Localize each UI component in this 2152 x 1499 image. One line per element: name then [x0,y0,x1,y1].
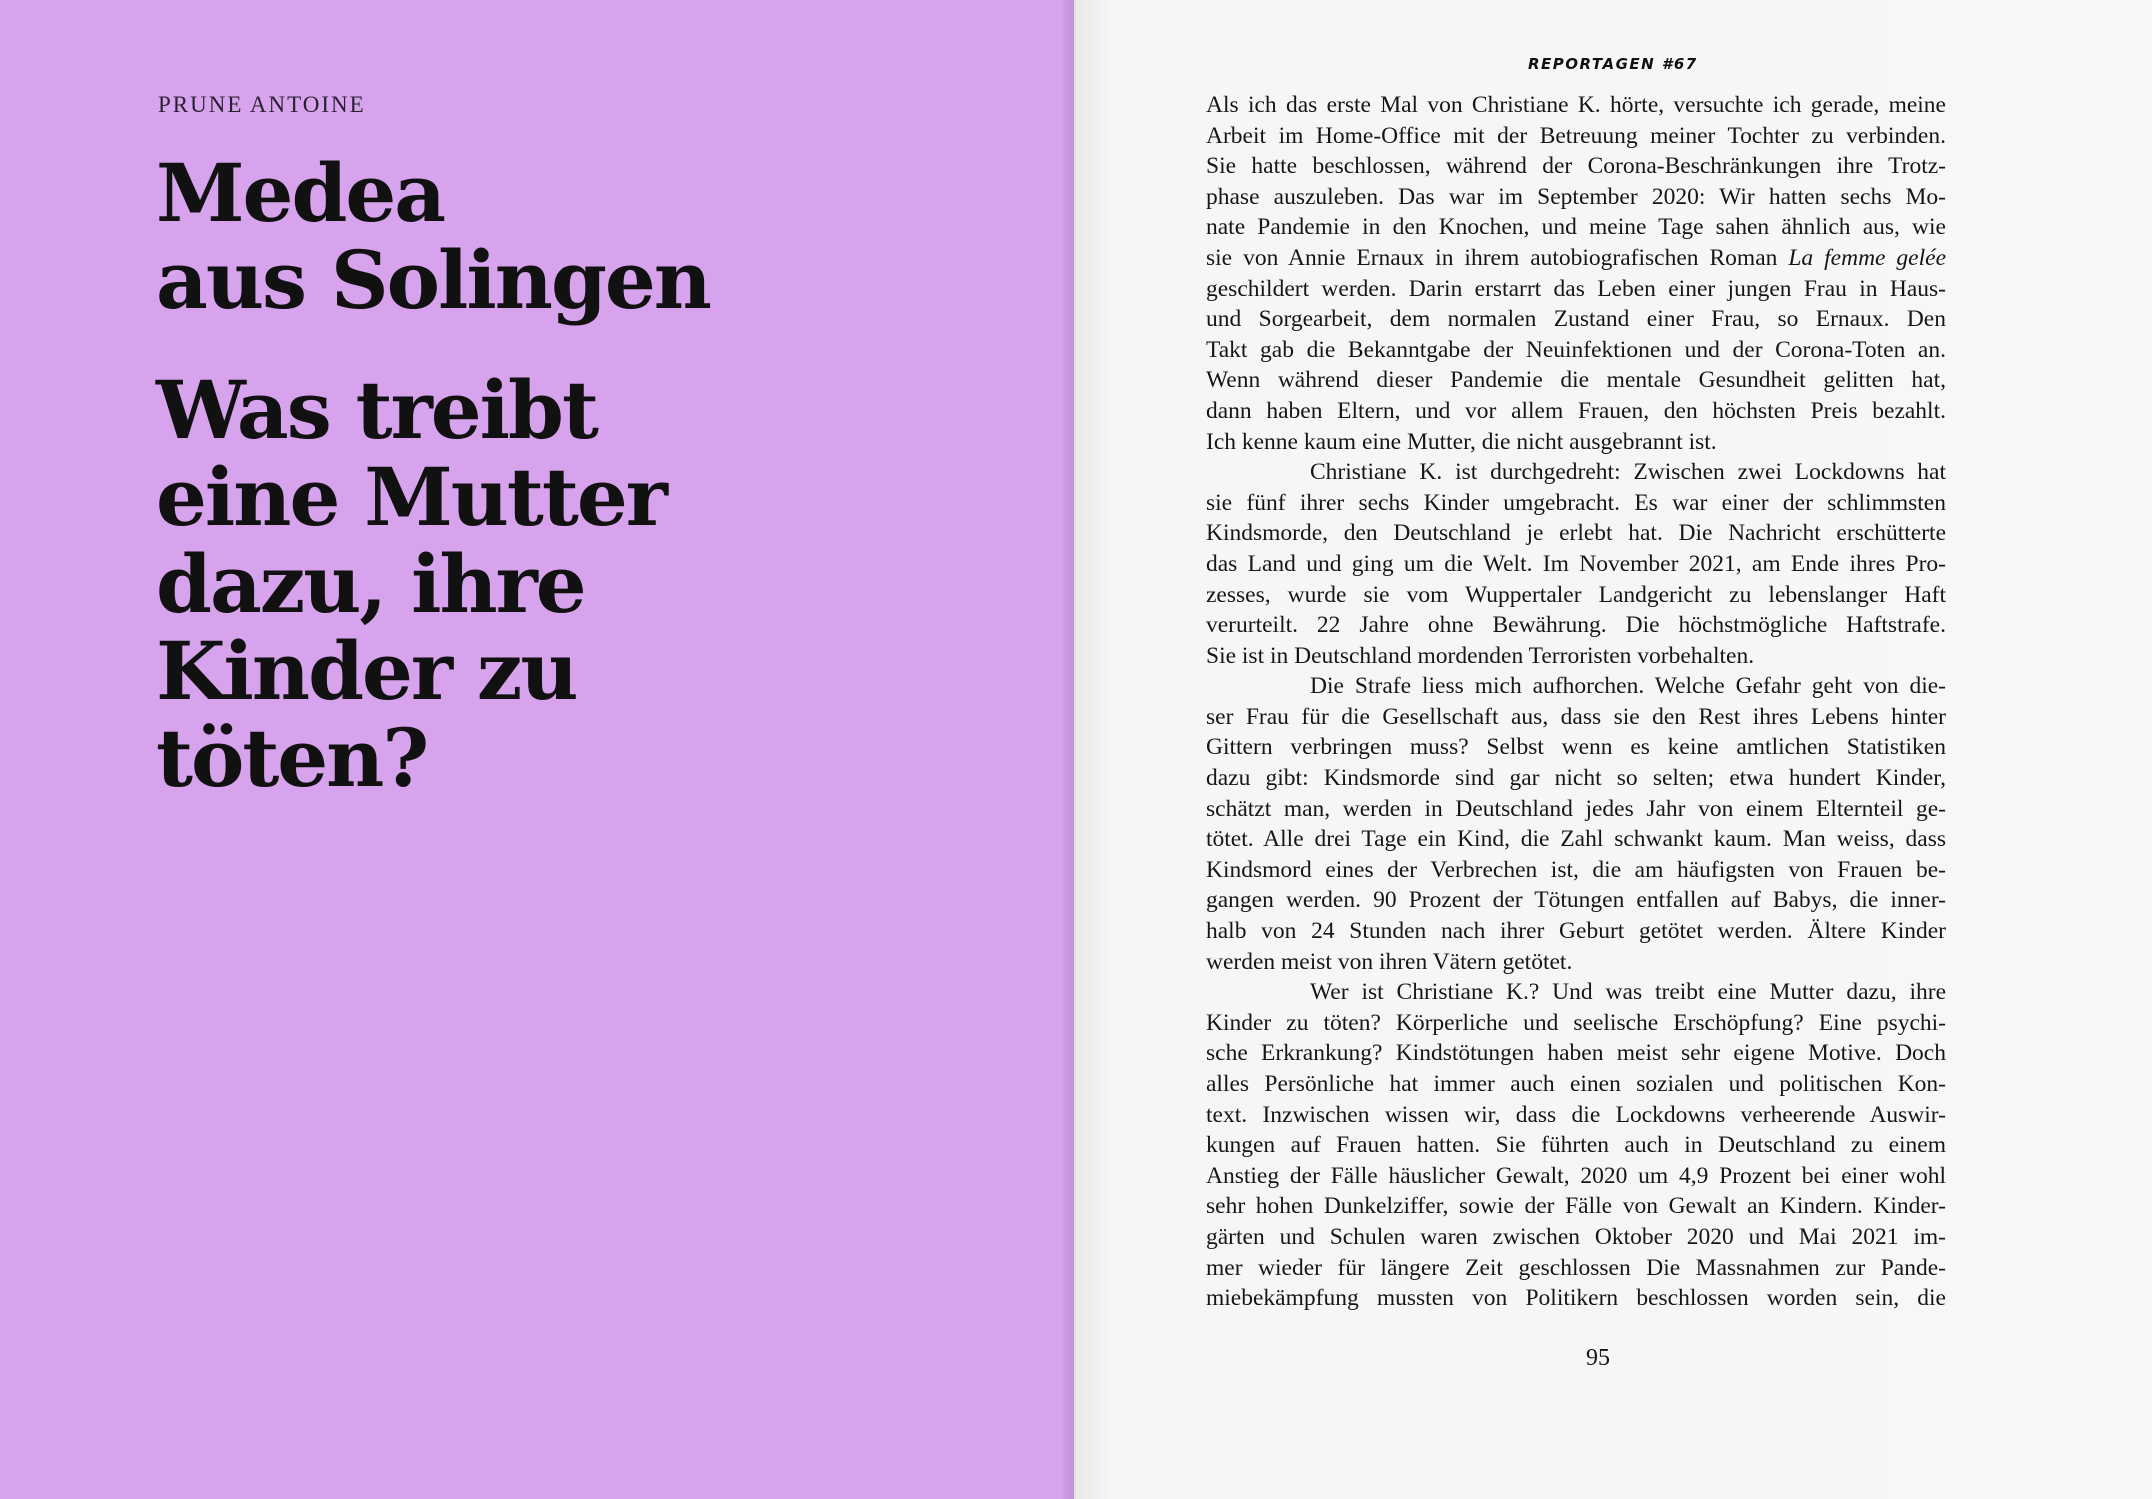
text-line: nate Pandemie in den Knochen, und meine Tage sahen ähnlich aus, wie [1206,214,1946,241]
text-line: sche Erkrankung? Kindstötungen haben meist sehr eigene Motive. Doch [1206,1040,1946,1067]
text-line: Wenn während dieser Pandemie die mentale Gesundheit gelitten hat, [1206,367,1946,394]
text-line: mer wieder für längere Zeit geschlossen Die Massnahmen zur Pande- [1206,1254,1946,1281]
text-line: Sie hatte beschlossen, während der Corona-Beschränkungen ihre Trotz- [1206,153,1946,180]
text-line: schätzt man, werden in Deutschland jedes Jahr von einem Elternteil ge- [1206,795,1946,822]
left-page [0,0,1074,1499]
author-name: PRUNE ANTOINE [158,92,366,117]
paragraph-start: Die Strafe liess mich aufhorchen. Welche Gefahr geht von die- [1310,673,1946,700]
text-segment: sie von Annie Ernaux in ihrem autobiografischen Roman [1206,244,1789,271]
article-subtitle: Was treibt eine Mutter dazu, ihre Kinder zu töten? [156,363,666,805]
text-line: Kinder zu töten? Körperliche und seelische Erschöpfung? Eine psychi- [1206,1009,1946,1036]
paragraph-start: Christiane K. ist durchgedreht: Zwischen zwei Lockdowns hat [1310,459,1946,486]
text-line: alles Persönliche hat immer auch einen sozialen und politischen Kon- [1206,1071,1946,1097]
text-line: gärten und Schulen waren zwischen Oktober 2020 und Mai 2021 im- [1206,1223,1946,1250]
text-line: halb von 24 Stunden nach ihrer Geburt getötet werden. Ältere Kinder [1206,918,1946,945]
text-line: Ich kenne kaum eine Mutter, die nicht ausgebrannt ist. [1206,428,1717,455]
body-text [1206,90,1946,1314]
article-title: Medea aus Solingen [156,146,710,327]
text-line: gangen werden. 90 Prozent der Tötungen entfallen auf Babys, die inner- [1206,887,1946,914]
text-line: zesses, wurde sie vom Wuppertaler Landgericht zu lebenslanger Haft [1206,581,1946,608]
text-line: miebekämpfung mussten von Politikern beschlossen worden sein, die [1206,1285,1946,1312]
text-line: dazu gibt: Kindsmorde sind gar nicht so selten; etwa hundert Kinder, [1206,765,1946,792]
text-line: Kindsmorde, den Deutschland je erlebt hat. Die Nachricht erschütterte [1206,520,1946,547]
text-line: kungen auf Frauen hatten. Sie führten auch in Deutschland zu einem [1206,1132,1946,1159]
page-number: 95 [1586,1345,1610,1371]
paragraph-start: Wer ist Christiane K.? Und was treibt eine Mutter dazu, ihre [1310,979,1946,1006]
text-line: werden meist von ihren Vätern getötet. [1206,948,1573,975]
text-line: Kindsmord eines der Verbrechen ist, die am häufigsten von Frauen be- [1206,856,1946,883]
text-line: dann haben Eltern, und vor allem Frauen, den höchsten Preis bezahlt. [1206,397,1946,424]
text-line: verurteilt. 22 Jahre ohne Bewährung. Die höchstmögliche Haftstrafe. [1206,612,1946,639]
book-title: La femme gelée [1788,244,1946,271]
text-line: Arbeit im Home-Office mit der Betreuung meiner Tochter zu verbinden. [1206,122,1946,149]
text-line: tötet. Alle drei Tage ein Kind, die Zahl schwankt kaum. Man weiss, dass [1206,826,1946,853]
text-line: text. Inzwischen wissen wir, dass die Lockdowns verheerende Auswir- [1206,1101,1946,1128]
text-line: Anstieg der Fälle häuslicher Gewalt, 2020 um 4,9 Prozent bei einer wohl [1206,1162,1946,1189]
text-line: das Land und ging um die Welt. Im November 2021, am Ende ihres Pro- [1206,550,1946,577]
running-head: REPORTAGEN #67 [1528,55,1698,73]
text-line: geschildert werden. Darin erstarrt das Leben einer jungen Frau in Haus- [1206,275,1946,302]
text-line: Sie ist in Deutschland mordenden Terroristen vorbehalten. [1206,642,1755,669]
text-line: sie fünf ihrer sechs Kinder umgebracht. Es war einer der schlimmsten [1206,489,1946,516]
text-line: phase auszuleben. Das war im September 2020: Wir hatten sechs Mo- [1206,183,1946,210]
text-line-with-title [1206,243,1946,274]
text-line: Gittern verbringen muss? Selbst wenn es keine amtlichen Statistiken [1206,734,1946,761]
text-line: Takt gab die Bekanntgabe der Neuinfektionen und der Corona-Toten an. [1206,336,1946,363]
text-line: Als ich das erste Mal von Christiane K. hörte, versuchte ich gerade, meine [1206,92,1946,118]
text-line: und Sorgearbeit, dem normalen Zustand einer Frau, so Ernaux. Den [1206,306,1946,333]
text-line: ser Frau für die Gesellschaft aus, dass sie den Rest ihres Lebens hinter [1206,703,1946,730]
text-line: sehr hohen Dunkelziffer, sowie der Fälle von Gewalt an Kindern. Kinder- [1206,1193,1946,1220]
